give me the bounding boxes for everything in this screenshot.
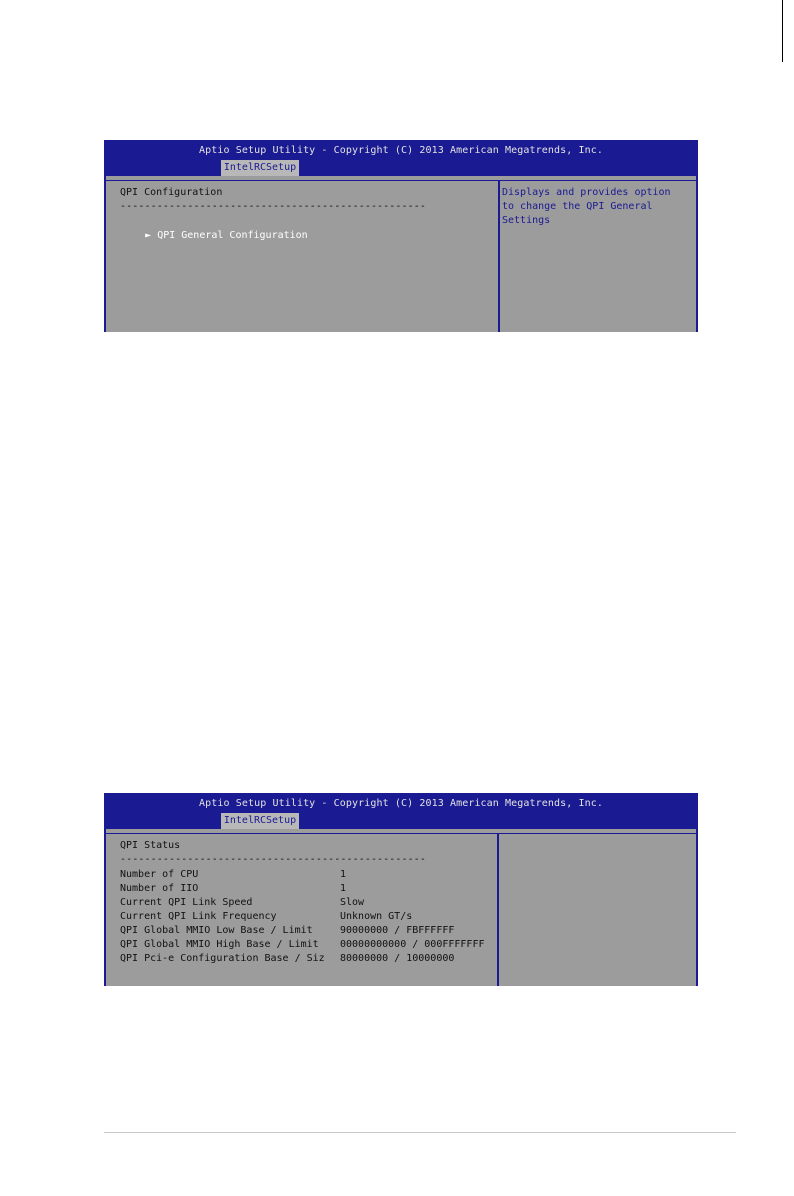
status-value: 1 bbox=[340, 869, 347, 880]
tab-intelrcsetup[interactable]: IntelRCSetup bbox=[221, 813, 299, 829]
separator: -------------------------------------------------- bbox=[120, 201, 427, 212]
status-value: 00000000000 / 000FFFFFFF bbox=[340, 939, 485, 950]
submenu-arrow-icon: ► bbox=[145, 230, 152, 241]
status-label: Number of IIO bbox=[120, 883, 199, 894]
status-label: Current QPI Link Speed bbox=[120, 897, 253, 908]
panel-divider bbox=[498, 180, 500, 332]
page-edge-line bbox=[782, 0, 783, 62]
status-value: 90000000 / FBFFFFFF bbox=[340, 925, 455, 936]
bios-header bbox=[104, 140, 698, 176]
section-title: QPI Configuration bbox=[120, 187, 223, 198]
bios-title: Aptio Setup Utility - Copyright (C) 2013 American Megatrends, Inc. bbox=[199, 798, 603, 809]
status-value: Unknown GT/s bbox=[340, 911, 413, 922]
status-value: Slow bbox=[340, 897, 365, 908]
panel-divider bbox=[497, 833, 499, 986]
section-title: QPI Status bbox=[120, 840, 181, 851]
bios-title: Aptio Setup Utility - Copyright (C) 2013 American Megatrends, Inc. bbox=[199, 145, 603, 156]
menu-item-qpi-general-configuration[interactable] bbox=[109, 215, 308, 257]
bios-header bbox=[104, 793, 698, 829]
footer-rule bbox=[104, 1132, 736, 1133]
help-text-line: to change the QPI General bbox=[502, 201, 653, 212]
bios-screen-qpi-status bbox=[104, 793, 698, 986]
status-value: 80000000 / 10000000 bbox=[340, 953, 455, 964]
menu-item-label: QPI General Configuration bbox=[157, 230, 308, 241]
status-label: Current QPI Link Frequency bbox=[120, 911, 277, 922]
status-label: QPI Pci-e Configuration Base / Siz bbox=[120, 953, 325, 964]
status-label: QPI Global MMIO Low Base / Limit bbox=[120, 925, 313, 936]
status-label: QPI Global MMIO High Base / Limit bbox=[120, 939, 319, 950]
separator: -------------------------------------------------- bbox=[120, 854, 427, 865]
help-text-line: Settings bbox=[502, 215, 551, 226]
bios-body bbox=[104, 829, 698, 986]
tab-intelrcsetup[interactable]: IntelRCSetup bbox=[221, 160, 299, 176]
help-text-line: Displays and provides option bbox=[502, 187, 671, 198]
bios-body bbox=[104, 176, 698, 332]
status-value: 1 bbox=[340, 883, 347, 894]
status-label: Number of CPU bbox=[120, 869, 199, 880]
bios-screen-qpi-configuration bbox=[104, 140, 698, 332]
